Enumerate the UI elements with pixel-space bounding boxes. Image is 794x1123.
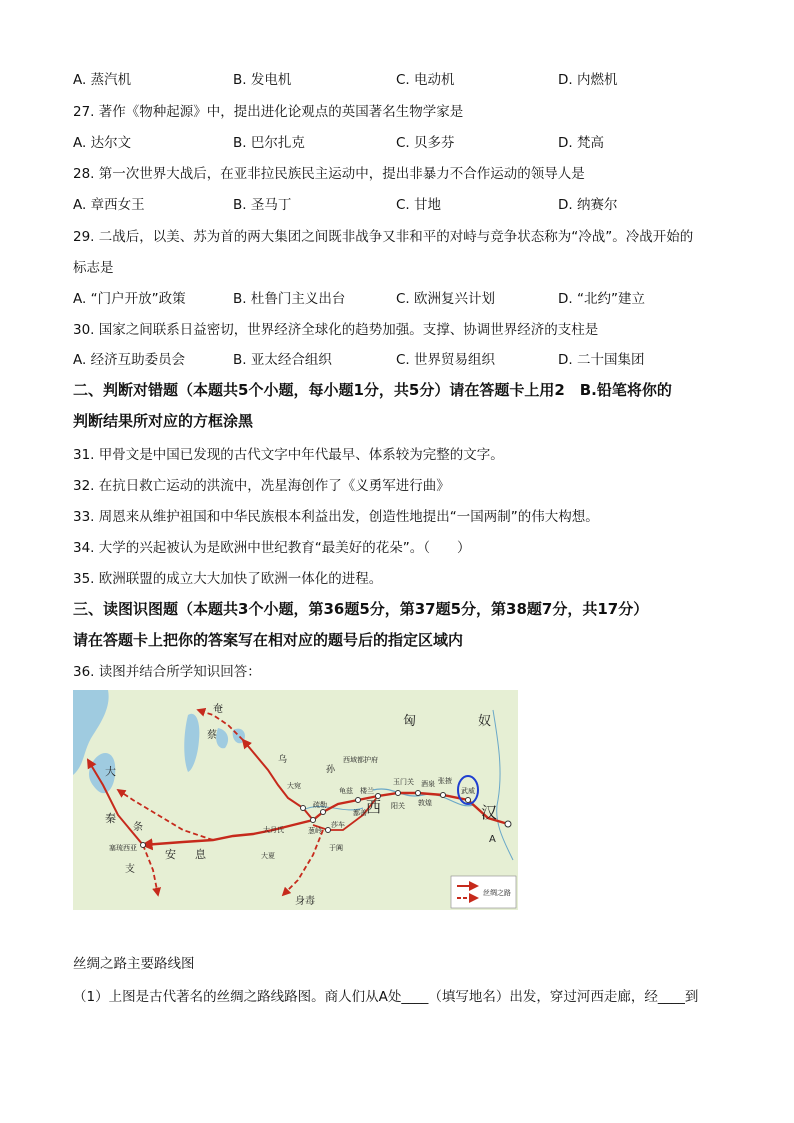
map-caption: 丝绸之路主要路线图: [73, 956, 195, 972]
label-tiao: 条: [133, 822, 143, 833]
q26-option-c: C. 电动机: [396, 72, 455, 88]
q27-options: [73, 131, 733, 149]
city-dot: [141, 843, 146, 848]
q30-options: [73, 348, 733, 366]
label-yan: 奄: [213, 704, 223, 715]
label-shache: 莎车: [331, 821, 345, 829]
label-yangguan: 阳关: [391, 802, 405, 810]
label-da: 大: [105, 765, 116, 778]
label-anxi-2: 息: [195, 848, 206, 861]
q28-option-a: A. 章西女王: [73, 197, 145, 213]
label-dayuezhi: 大月氏: [263, 826, 284, 834]
label-dunhuang: 敦煌: [418, 799, 432, 807]
section2-heading-line1: 二、判断对错题（本题共5个小题，每小题1分，共5分）请在答题卡上用2 B.铅笔将你的: [73, 381, 672, 399]
q36-stem: 36. 读图并结合所学知识回答：: [73, 664, 261, 680]
q26-option-a: A. 蒸汽机: [73, 72, 132, 88]
q26-options: [73, 68, 733, 86]
label-xi: 西: [366, 798, 382, 816]
label-zhangye: 张掖: [438, 777, 452, 785]
city-dot: [301, 806, 306, 811]
label-daxia: 大夏: [261, 852, 275, 860]
q28-option-d: D. 纳赛尔: [558, 197, 618, 213]
city-dot: [326, 828, 331, 833]
judgement-35: 35. 欧洲联盟的成立大大加快了欧洲一体化的进程。: [73, 571, 383, 587]
section3-heading-line1: 三、读图识图题（本题共3个小题，第36题5分，第37题5分，第38题7分，共17分）: [73, 600, 649, 618]
label-cai: 蔡: [207, 730, 217, 741]
q27-option-d: D. 梵高: [558, 135, 604, 151]
q28-option-c: C. 甘地: [396, 197, 442, 213]
label-wuwei: 武威: [461, 787, 475, 795]
section3-heading-line2: 请在答题卡上把你的答案写在相对应的题号后的指定区域内: [73, 631, 464, 649]
label-saileixiya: 塞琉西亚: [109, 844, 137, 852]
city-dot: [416, 791, 421, 796]
judgement-31: 31. 甲骨文是中国已发现的古代文字中年代最早、体系较为完整的文字。: [73, 447, 504, 463]
q27-option-b: B. 巴尔扎克: [233, 135, 305, 151]
judgement-33: 33. 周恩来从维护祖国和中华民族根本利益出发，创造性地提出“一国两制”的伟大构想。: [73, 509, 599, 525]
q28-stem: 28. 第一次世界大战后，在亚非拉民族民主运动中，提出非暴力不合作运动的领导人是: [73, 166, 585, 182]
q29-stem-line2: 标志是: [73, 260, 114, 276]
q29-options: [73, 287, 733, 305]
q30-option-a: A. 经济互助委员会: [73, 352, 186, 368]
q29-option-a: A. “门户开放”政策: [73, 291, 186, 307]
label-shendu: 身毒: [295, 896, 315, 907]
q26-option-d: D. 内燃机: [558, 72, 618, 88]
label-shule: 疏勒: [313, 801, 327, 809]
label-congling: 葱岭: [308, 827, 322, 835]
q30-option-d: D. 二十国集团: [558, 352, 645, 368]
label-shanshan: 鄯善: [353, 809, 367, 817]
label-wusun-1: 乌: [278, 755, 288, 765]
legend-label: 丝绸之路: [483, 889, 511, 897]
label-loulan: 楼兰: [360, 787, 374, 795]
q27-option-c: C. 贝多芬: [396, 135, 455, 151]
label-guizi: 龟兹: [339, 787, 353, 795]
city-dot: [505, 821, 511, 827]
label-yumenguan: 玉门关: [393, 778, 414, 786]
label-anxi-1: 安: [165, 848, 176, 861]
city-dot: [396, 791, 401, 796]
label-xiyu: 西域都护府: [343, 756, 378, 764]
label-dayuan: 大宛: [287, 782, 301, 790]
section2-heading-line2: 判断结果所对应的方框涂黑: [73, 412, 254, 430]
q30-option-b: B. 亚太经合组织: [233, 352, 332, 368]
q26-option-b: B. 发电机: [233, 72, 292, 88]
q30-option-c: C. 世界贸易组织: [396, 352, 496, 368]
judgement-32: 32. 在抗日救亡运动的洪流中，冼星海创作了《义勇军进行曲》: [73, 478, 450, 494]
city-dot: [311, 818, 316, 823]
city-dot: [321, 810, 326, 815]
label-zhi: 支: [125, 864, 135, 875]
label-a: A: [489, 834, 496, 845]
silk-road-map: [73, 690, 518, 910]
label-han: 汉: [481, 803, 498, 822]
city-dot: [466, 798, 471, 803]
q29-option-b: B. 杜鲁门主义出台: [233, 291, 346, 307]
label-jiuquan: 酒泉: [421, 780, 435, 788]
judgement-34: 34. 大学的兴起被认为是欧洲中世纪教育“最美好的花朵”。（ ）: [73, 540, 471, 556]
label-xiongnu-2: 奴: [478, 714, 492, 729]
q27-option-a: A. 达尔文: [73, 135, 132, 151]
q29-option-d: D. “北约”建立: [558, 291, 645, 307]
label-xiongnu-1: 匈: [403, 714, 417, 729]
city-dot: [356, 798, 361, 803]
q30-stem: 30. 国家之间联系日益密切，世界经济全球化的趋势加强。支撑、协调世界经济的支柱是: [73, 322, 599, 338]
q36-subquestion-1: （1）上图是古代著名的丝绸之路线路图。商人们从A处____（填写地名）出发，穿过河西走廊，经____到: [73, 989, 699, 1005]
q27-stem: 27. 著作《物种起源》中，提出进化论观点的英国著名生物学家是: [73, 104, 464, 120]
map-legend: [451, 876, 516, 908]
q29-option-c: C. 欧洲复兴计划: [396, 291, 496, 307]
label-yutian: 于阗: [329, 844, 343, 852]
q28-options: [73, 193, 733, 211]
q28-option-b: B. 圣马丁: [233, 197, 292, 213]
label-wusun-2: 孙: [326, 765, 336, 775]
q29-stem-line1: 29. 二战后，以美、苏为首的两大集团之间既非战争又非和平的对峙与竞争状态称为“冷战”。冷战开始的: [73, 229, 694, 245]
city-dot: [441, 793, 446, 798]
label-qin: 秦: [105, 812, 116, 825]
